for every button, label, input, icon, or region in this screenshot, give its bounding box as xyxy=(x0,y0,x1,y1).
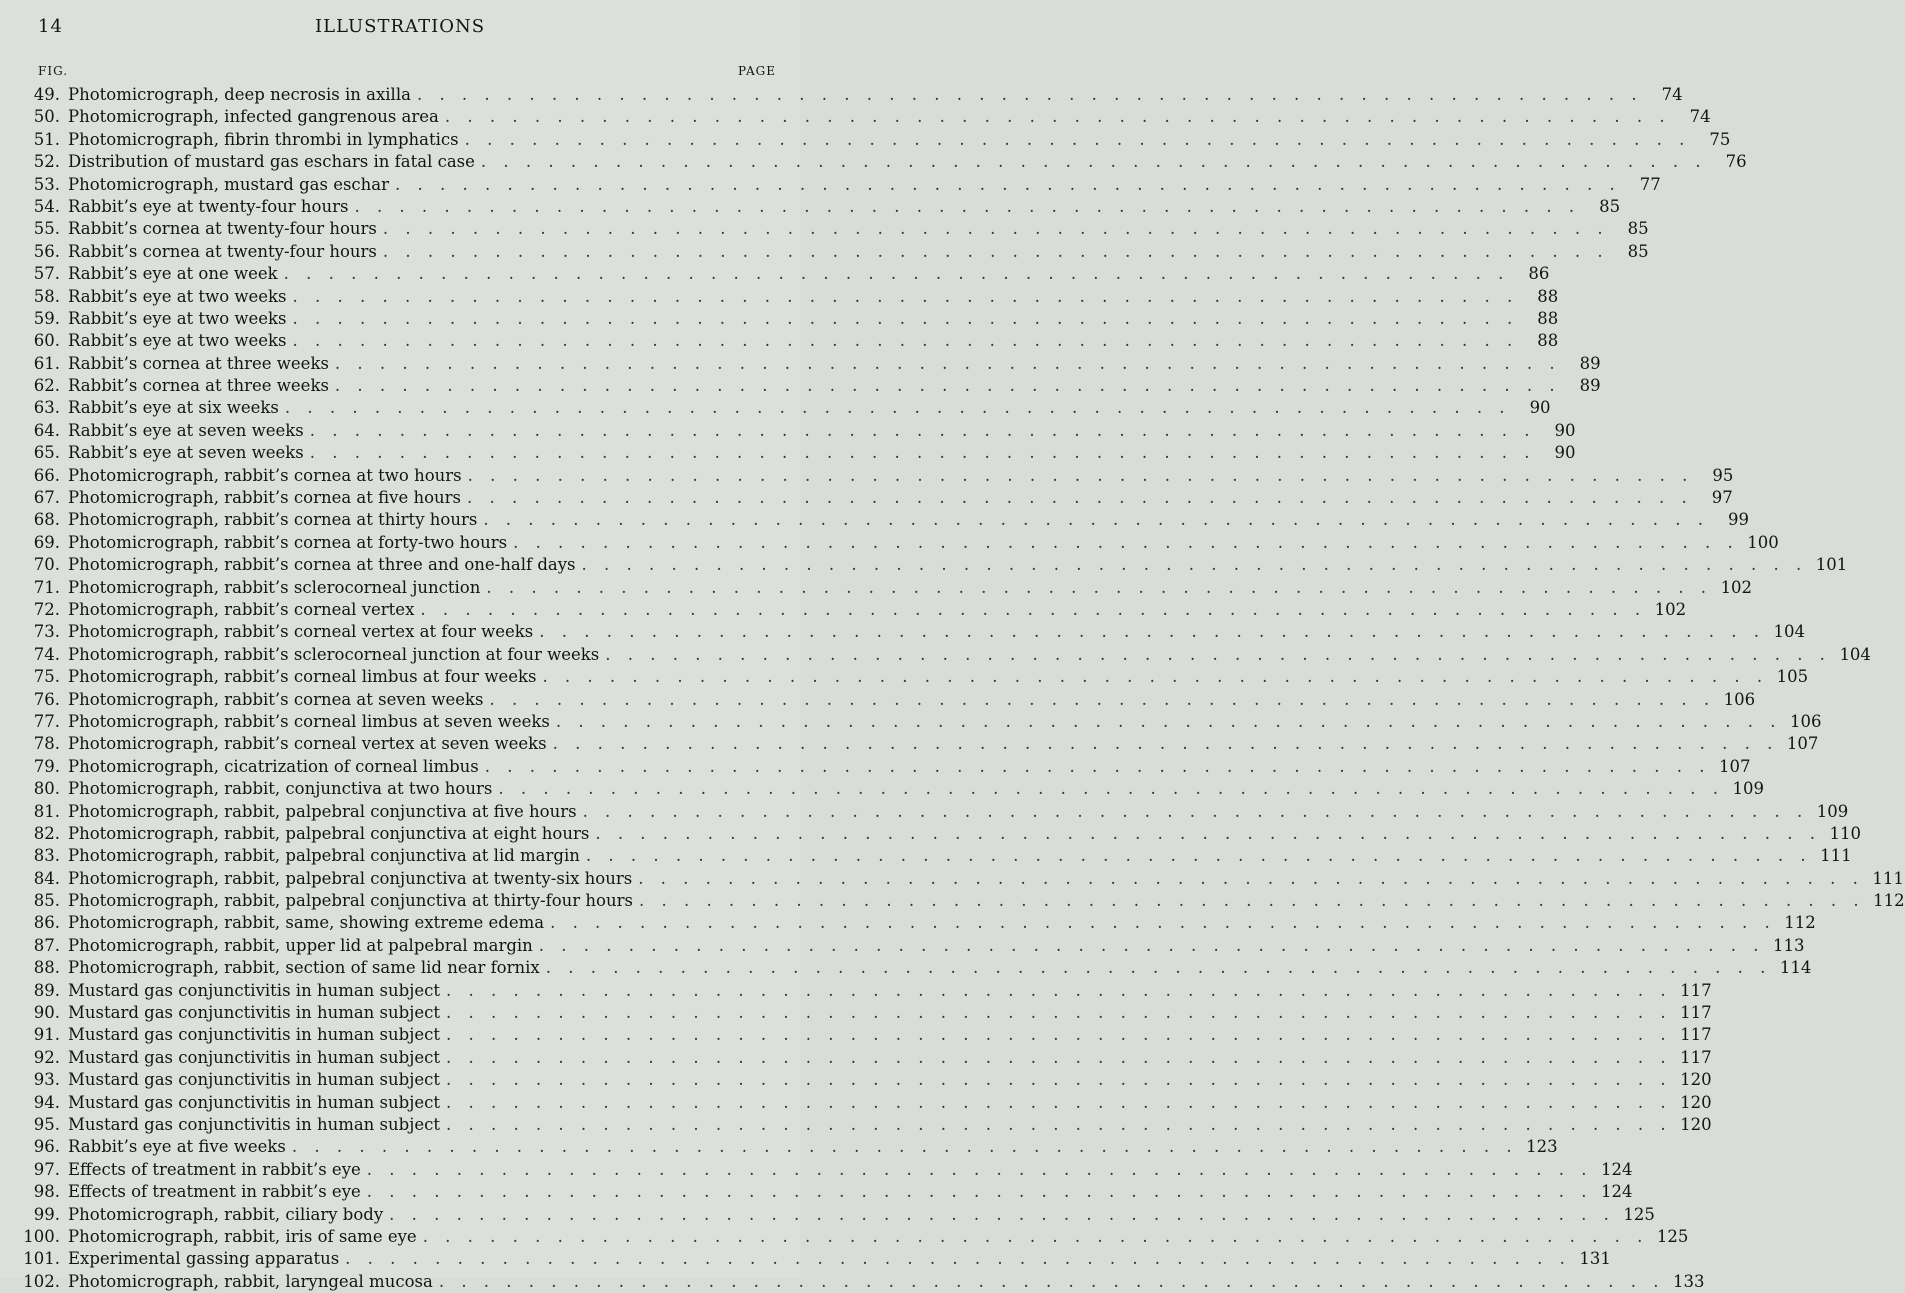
figure-page-number: 106 xyxy=(1723,689,1756,709)
figure-number: 98. xyxy=(33,1182,60,1202)
figure-title: Photomicrograph, rabbit, laryngeal mucosa xyxy=(68,1271,433,1291)
figure-number: 79. xyxy=(33,756,60,776)
figure-number: 100. xyxy=(23,1226,60,1246)
figure-number: 51. xyxy=(33,129,60,149)
dot-leader xyxy=(586,845,1812,867)
figure-number: 70. xyxy=(33,555,60,575)
figure-title: Photomicrograph, rabbit’s cornea at seven weeks xyxy=(68,689,484,709)
figure-number: 88. xyxy=(33,958,60,978)
figure-title: Photomicrograph, rabbit’s cornea at thirty hours xyxy=(68,510,478,530)
figure-page-number: 123 xyxy=(1526,1137,1558,1157)
dot-leader xyxy=(446,1047,1672,1069)
figure-title: Effects of treatment in rabbit’s eye xyxy=(68,1182,361,1202)
figure-number: 89. xyxy=(33,980,60,1000)
figure-title: Rabbit’s eye at one week xyxy=(68,264,278,284)
dot-leader xyxy=(335,375,1561,397)
dot-leader xyxy=(335,353,1561,375)
list-item xyxy=(20,957,1812,979)
list-item xyxy=(20,487,1733,509)
figure-title: Rabbit’s cornea at twenty-four hours xyxy=(68,219,377,239)
list-item xyxy=(20,1136,1558,1158)
figure-title: Rabbit’s eye at seven weeks xyxy=(68,420,304,440)
dot-leader xyxy=(310,442,1536,464)
dot-leader xyxy=(285,397,1511,419)
figure-page-number: 90 xyxy=(1554,443,1576,463)
figure-number: 76. xyxy=(33,689,60,709)
figure-title: Photomicrograph, rabbit’s cornea at two hours xyxy=(68,465,462,485)
figure-page-number: 120 xyxy=(1680,1092,1712,1112)
list-item xyxy=(20,554,1848,576)
list-item xyxy=(20,644,1871,666)
figure-number: 57. xyxy=(33,264,60,284)
dot-leader xyxy=(489,689,1715,711)
dot-leader xyxy=(395,174,1621,196)
figure-number: 81. xyxy=(33,801,60,821)
figure-title: Mustard gas conjunctivitis in human subject xyxy=(68,1070,440,1090)
dot-leader xyxy=(446,1002,1672,1024)
dot-leader xyxy=(638,868,1864,890)
figure-title: Photomicrograph, cicatrization of corneal limbus xyxy=(68,756,479,776)
figure-page-number: 125 xyxy=(1623,1204,1655,1224)
page-number: 14 xyxy=(38,16,63,37)
figure-page-number: 89 xyxy=(1579,353,1601,373)
figure-title: Photomicrograph, rabbit’s cornea at three and one-half days xyxy=(68,555,576,575)
figure-title: Photomicrograph, rabbit’s sclerocorneal junction at four weeks xyxy=(68,644,600,664)
list-item xyxy=(20,1114,1712,1136)
page-header xyxy=(38,16,762,46)
figure-number: 80. xyxy=(33,779,60,799)
figure-page-number: 107 xyxy=(1718,756,1751,776)
figure-page-number: 104 xyxy=(1773,622,1805,642)
figure-page-number: 99 xyxy=(1728,510,1750,530)
list-item xyxy=(20,845,1852,867)
figure-page-number: 89 xyxy=(1579,376,1601,396)
figure-title: Mustard gas conjunctivitis in human subject xyxy=(68,1114,440,1134)
figure-number: 53. xyxy=(33,174,60,194)
figure-page-number: 75 xyxy=(1709,129,1731,149)
list-item xyxy=(20,577,1753,599)
figure-page-number: 85 xyxy=(1599,196,1621,216)
list-item xyxy=(20,935,1805,957)
figure-number: 77. xyxy=(33,711,60,731)
list-item xyxy=(20,263,1550,285)
figure-title: Photomicrograph, rabbit’s cornea at forty-two hours xyxy=(68,532,508,552)
dot-leader xyxy=(446,1114,1672,1136)
figure-number: 65. xyxy=(33,443,60,463)
figure-title: Photomicrograph, rabbit, palpebral conjunctiva at five hours xyxy=(68,801,577,821)
list-item xyxy=(20,106,1711,128)
dot-leader xyxy=(292,1136,1518,1158)
dot-leader xyxy=(583,801,1809,823)
dot-leader xyxy=(383,218,1609,240)
figure-title: Rabbit’s cornea at three weeks xyxy=(68,353,329,373)
dot-leader xyxy=(354,196,1580,218)
figure-page-number: 101 xyxy=(1815,555,1848,575)
list-item xyxy=(20,599,1687,621)
list-item xyxy=(20,1069,1712,1091)
figure-page-number: 90 xyxy=(1529,398,1551,418)
figure-page-number: 125 xyxy=(1656,1226,1689,1246)
figure-number: 66. xyxy=(33,465,60,485)
list-item xyxy=(20,308,1559,330)
dot-leader xyxy=(553,733,1779,755)
list-item xyxy=(20,241,1649,263)
list-item xyxy=(20,465,1734,487)
figure-page-number: 131 xyxy=(1579,1249,1611,1269)
dot-leader xyxy=(446,1024,1672,1046)
figure-title: Photomicrograph, rabbit, ciliary body xyxy=(68,1204,384,1224)
figure-page-number: 120 xyxy=(1680,1114,1712,1134)
figure-title: Photomicrograph, rabbit’s corneal limbus at four weeks xyxy=(68,667,537,687)
page-column-label: PAGE xyxy=(738,64,776,78)
figure-number: 59. xyxy=(33,308,60,328)
figure-page-number: 111 xyxy=(1872,868,1904,888)
figure-page-number: 88 xyxy=(1537,331,1559,351)
dot-leader xyxy=(423,1226,1649,1248)
figure-page-number: 104 xyxy=(1839,644,1871,664)
list-item xyxy=(20,823,1862,845)
list-item xyxy=(20,890,1905,912)
figure-number: 94. xyxy=(33,1092,60,1112)
figure-page-number: 106 xyxy=(1790,711,1822,731)
dot-leader xyxy=(445,106,1671,128)
figure-number: 101. xyxy=(23,1249,60,1269)
figure-page-number: 110 xyxy=(1829,823,1862,843)
figure-title: Mustard gas conjunctivitis in human subject xyxy=(68,1092,440,1112)
figure-title: Rabbit’s cornea at twenty-four hours xyxy=(68,241,377,261)
dot-leader xyxy=(539,935,1765,957)
fig-column-label: FIG. xyxy=(38,64,69,78)
figure-page-number: 97 xyxy=(1711,488,1733,508)
list-item xyxy=(20,174,1661,196)
dot-leader xyxy=(420,599,1646,621)
figure-number: 63. xyxy=(33,398,60,418)
dot-leader xyxy=(389,1204,1615,1226)
figure-page-number: 124 xyxy=(1600,1182,1633,1202)
dot-leader xyxy=(483,509,1709,531)
dot-leader xyxy=(481,151,1707,173)
figure-title: Mustard gas conjunctivitis in human subject xyxy=(68,1047,440,1067)
list-item xyxy=(20,711,1822,733)
figure-title: Mustard gas conjunctivitis in human subject xyxy=(68,1003,440,1023)
list-item xyxy=(20,442,1576,464)
figure-number: 72. xyxy=(33,599,60,619)
list-item xyxy=(20,1248,1611,1270)
list-item xyxy=(20,1204,1655,1226)
running-head: ILLUSTRATIONS xyxy=(314,16,486,37)
figure-page-number: 100 xyxy=(1747,532,1779,552)
dot-leader xyxy=(417,84,1643,106)
list-item xyxy=(20,151,1747,173)
figure-number: 74. xyxy=(33,644,60,664)
list-item xyxy=(20,689,1756,711)
figure-title: Photomicrograph, rabbit’s corneal vertex xyxy=(68,599,415,619)
figure-title: Photomicrograph, infected gangrenous area xyxy=(68,107,439,127)
figure-title: Rabbit’s cornea at three weeks xyxy=(68,376,329,396)
figure-title: Photomicrograph, rabbit, same, showing extreme edema xyxy=(68,913,545,933)
figure-title: Distribution of mustard gas eschars in fatal case xyxy=(68,152,475,172)
list-item xyxy=(20,84,1683,106)
figure-page-number: 109 xyxy=(1732,779,1765,799)
dot-leader xyxy=(605,644,1831,666)
figure-number: 91. xyxy=(33,1025,60,1045)
figure-number: 71. xyxy=(33,577,60,597)
figure-number: 62. xyxy=(33,376,60,396)
dot-leader xyxy=(446,1092,1672,1114)
figure-number: 92. xyxy=(33,1047,60,1067)
dot-leader xyxy=(539,621,1765,643)
figure-title: Rabbit’s eye at five weeks xyxy=(68,1137,286,1157)
dot-leader xyxy=(439,1271,1665,1293)
figure-title: Photomicrograph, rabbit, upper lid at palpebral margin xyxy=(68,935,533,955)
dot-leader xyxy=(367,1181,1593,1203)
figure-number: 102. xyxy=(23,1271,60,1291)
figure-page-number: 88 xyxy=(1537,308,1559,328)
figure-title: Photomicrograph, rabbit’s corneal vertex at seven weeks xyxy=(68,734,547,754)
figure-number: 97. xyxy=(33,1159,60,1179)
figure-page-number: 86 xyxy=(1528,264,1550,284)
list-item xyxy=(20,196,1621,218)
list-item xyxy=(20,1092,1712,1114)
dot-leader xyxy=(595,823,1821,845)
dot-leader xyxy=(485,756,1711,778)
figure-title: Effects of treatment in rabbit’s eye xyxy=(68,1159,361,1179)
figure-title: Photomicrograph, fibrin thrombi in lymphatics xyxy=(68,129,459,149)
figure-number: 78. xyxy=(33,734,60,754)
figure-title: Photomicrograph, rabbit’s cornea at five hours xyxy=(68,488,462,508)
figure-title: Mustard gas conjunctivitis in human subject xyxy=(68,1025,440,1045)
list-item xyxy=(20,621,1805,643)
list-item xyxy=(20,1271,1705,1293)
dot-leader xyxy=(550,912,1776,934)
figure-number: 67. xyxy=(33,488,60,508)
list-item xyxy=(20,1159,1633,1181)
dot-leader xyxy=(383,241,1609,263)
list-item xyxy=(20,532,1779,554)
dot-leader xyxy=(293,286,1519,308)
dot-leader xyxy=(513,532,1739,554)
figure-page-number: 133 xyxy=(1673,1271,1705,1291)
figure-page-number: 117 xyxy=(1680,1003,1712,1023)
dot-leader xyxy=(367,1159,1593,1181)
figure-title: Photomicrograph, rabbit’s corneal limbus at seven weeks xyxy=(68,711,550,731)
figure-page-number: 117 xyxy=(1680,980,1712,1000)
figure-page-number: 95 xyxy=(1712,465,1734,485)
figure-title: Photomicrograph, rabbit, palpebral conjunctiva at thirty-four hours xyxy=(68,891,633,911)
dot-leader xyxy=(310,420,1536,442)
figure-number: 60. xyxy=(33,331,60,351)
dot-leader xyxy=(446,1069,1672,1091)
figure-title: Photomicrograph, rabbit, iris of same eye xyxy=(68,1226,417,1246)
figure-number: 56. xyxy=(33,241,60,261)
dot-leader xyxy=(293,330,1519,352)
list-item xyxy=(20,1024,1712,1046)
figure-page-number: 102 xyxy=(1720,577,1753,597)
dot-leader xyxy=(556,711,1782,733)
figure-page-number: 74 xyxy=(1689,107,1711,127)
figure-title: Photomicrograph, deep necrosis in axilla xyxy=(68,85,411,104)
figure-title: Photomicrograph, rabbit, palpebral conjunctiva at lid margin xyxy=(68,846,580,866)
figure-page-number: 114 xyxy=(1779,958,1812,978)
figure-title: Photomicrograph, rabbit’s sclerocorneal junction xyxy=(68,577,481,597)
figure-number: 86. xyxy=(33,913,60,933)
figure-number: 58. xyxy=(33,286,60,306)
list-item xyxy=(20,1002,1712,1024)
figure-number: 73. xyxy=(33,622,60,642)
figure-number: 99. xyxy=(33,1204,60,1224)
figure-number: 64. xyxy=(33,420,60,440)
figure-page-number: 117 xyxy=(1680,1047,1712,1067)
figure-number: 84. xyxy=(33,868,60,888)
list-item xyxy=(20,353,1601,375)
figure-number: 87. xyxy=(33,935,60,955)
list-item xyxy=(20,1226,1689,1248)
figure-title: Rabbit’s eye at two weeks xyxy=(68,331,287,351)
figure-number: 69. xyxy=(33,532,60,552)
figure-title: Photomicrograph, rabbit, palpebral conjunctiva at eight hours xyxy=(68,823,590,843)
dot-leader xyxy=(542,666,1768,688)
figure-number: 75. xyxy=(33,667,60,687)
list-item xyxy=(20,420,1576,442)
list-item xyxy=(20,129,1731,151)
figure-title: Experimental gassing apparatus xyxy=(68,1249,340,1269)
figure-title: Rabbit’s eye at six weeks xyxy=(68,398,279,418)
figure-title: Photomicrograph, rabbit, conjunctiva at two hours xyxy=(68,779,493,799)
figure-page-number: 109 xyxy=(1816,801,1849,821)
figure-page-number: 112 xyxy=(1784,913,1816,933)
list-item xyxy=(20,801,1849,823)
list-item xyxy=(20,868,1904,890)
dot-leader xyxy=(465,129,1691,151)
dot-leader xyxy=(293,308,1519,330)
figure-number: 55. xyxy=(33,219,60,239)
figure-title: Rabbit’s eye at two weeks xyxy=(68,286,287,306)
list-item xyxy=(20,1181,1633,1203)
list-item xyxy=(20,330,1559,352)
list-item xyxy=(20,397,1551,419)
dot-leader xyxy=(446,980,1672,1002)
list-item xyxy=(20,666,1809,688)
figure-number: 61. xyxy=(33,353,60,373)
list-item xyxy=(20,980,1712,1002)
list-item xyxy=(20,778,1765,800)
list-item xyxy=(20,509,1750,531)
figure-page-number: 107 xyxy=(1786,734,1819,754)
figure-number: 93. xyxy=(33,1070,60,1090)
figure-number: 96. xyxy=(33,1137,60,1157)
figure-number: 68. xyxy=(33,510,60,530)
figure-page-number: 74 xyxy=(1661,85,1683,104)
figure-page-number: 112 xyxy=(1873,891,1905,911)
figure-title: Photomicrograph, mustard gas eschar xyxy=(68,174,390,194)
figure-number: 83. xyxy=(33,846,60,866)
figure-title: Photomicrograph, rabbit, section of same lid near fornix xyxy=(68,958,540,978)
figure-number: 50. xyxy=(33,107,60,127)
dot-leader xyxy=(498,778,1724,800)
list-item xyxy=(20,912,1816,934)
figure-page-number: 105 xyxy=(1776,667,1809,687)
figure-page-number: 90 xyxy=(1554,420,1576,440)
figure-page-number: 77 xyxy=(1639,174,1661,194)
dot-leader xyxy=(467,487,1693,509)
figure-title: Rabbit’s eye at twenty-four hours xyxy=(68,196,349,216)
figure-number: 95. xyxy=(33,1114,60,1134)
list-item xyxy=(20,733,1819,755)
dot-leader xyxy=(639,890,1865,912)
figure-title: Rabbit’s eye at seven weeks xyxy=(68,443,304,463)
figure-title: Mustard gas conjunctivitis in human subject xyxy=(68,980,440,1000)
figure-page-number: 85 xyxy=(1627,219,1649,239)
figure-number: 90. xyxy=(33,1003,60,1023)
list-item xyxy=(20,286,1559,308)
figure-number: 54. xyxy=(33,196,60,216)
figure-number: 85. xyxy=(33,891,60,911)
figure-number: 52. xyxy=(33,152,60,172)
figure-title: Photomicrograph, rabbit, palpebral conjunctiva at twenty-six hours xyxy=(68,868,633,888)
column-labels xyxy=(38,64,776,84)
figure-page-number: 117 xyxy=(1680,1025,1712,1045)
figure-page-number: 76 xyxy=(1725,152,1747,172)
figure-number: 82. xyxy=(33,823,60,843)
illustrations-list xyxy=(20,84,1905,1293)
dot-leader xyxy=(582,554,1808,576)
dot-leader xyxy=(546,957,1772,979)
figure-title: Rabbit’s eye at two weeks xyxy=(68,308,287,328)
figure-number: 49. xyxy=(33,85,60,104)
dot-leader xyxy=(468,465,1694,487)
dot-leader xyxy=(486,577,1712,599)
list-item xyxy=(20,218,1649,240)
figure-page-number: 85 xyxy=(1627,241,1649,261)
figure-page-number: 102 xyxy=(1654,599,1687,619)
figure-page-number: 120 xyxy=(1680,1070,1712,1090)
figure-title: Photomicrograph, rabbit’s corneal vertex at four weeks xyxy=(68,622,534,642)
figure-page-number: 113 xyxy=(1773,935,1805,955)
figure-page-number: 88 xyxy=(1537,286,1559,306)
dot-leader xyxy=(284,263,1510,285)
list-item xyxy=(20,375,1601,397)
dot-leader xyxy=(345,1248,1571,1270)
figure-page-number: 111 xyxy=(1820,846,1852,866)
list-item xyxy=(20,1047,1712,1069)
list-item xyxy=(20,756,1751,778)
figure-page-number: 124 xyxy=(1600,1159,1633,1179)
